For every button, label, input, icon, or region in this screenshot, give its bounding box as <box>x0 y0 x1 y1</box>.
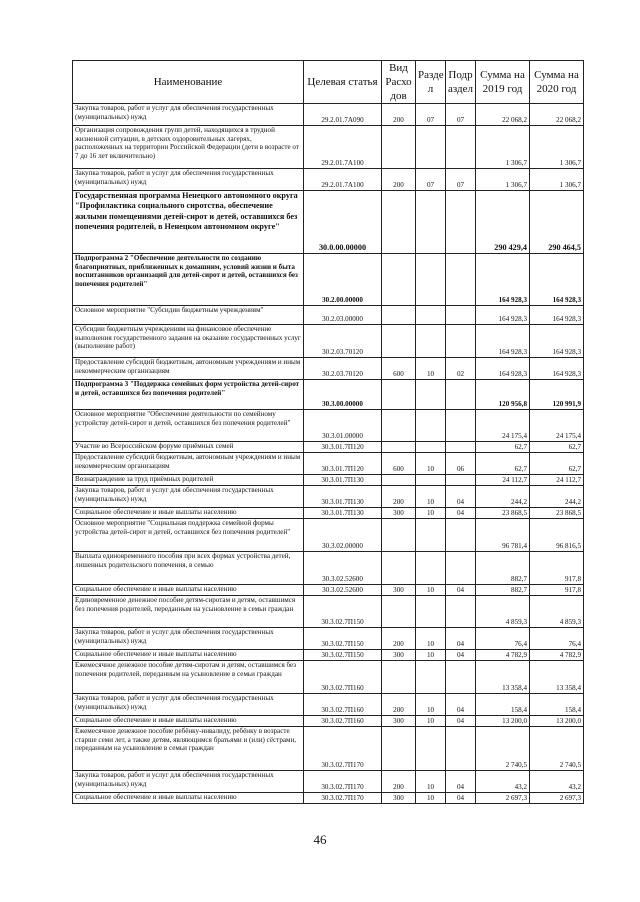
cell-name: Социальное обеспечение и иные выплаты населению <box>73 650 304 661</box>
table-row <box>73 104 584 126</box>
header-sum-2020: Сумма на 2020 год <box>530 61 584 104</box>
cell-sum-2020: 24 112,7 <box>530 475 584 486</box>
cell-razdel: 10 <box>416 585 446 596</box>
cell-sum-2019: 13 200,0 <box>476 716 530 727</box>
cell-vid <box>382 191 416 254</box>
cell-name: Закупка товаров, работ и услуг для обеспечения государственных (муниципальных) нужд <box>73 694 304 716</box>
cell-razdel: 10 <box>416 453 446 475</box>
cell-name: Ежемесячное денежное пособие ребёнку-инвалиду, ребёнку в возрасте старше семи лет, а также детям, являющимся братьями и (или) сёстрами, переданным на усыновление в семьи граждан <box>73 727 304 771</box>
header-vid: Вид Расхо дов <box>382 61 416 104</box>
cell-code: 29.2.01.7А100 <box>304 126 382 169</box>
cell-sum-2020: 917,8 <box>530 552 584 585</box>
cell-code: 30.2.03.70120 <box>304 358 382 380</box>
cell-sum-2019: 2 740,5 <box>476 727 530 771</box>
cell-name: Социальное обеспечение и иные выплаты населению <box>73 793 304 804</box>
header-name: Наименование <box>73 61 304 104</box>
cell-code: 30.3.02.00000 <box>304 519 382 552</box>
cell-code: 30.3.01.7П120 <box>304 442 382 453</box>
cell-sum-2020: 24 175,4 <box>530 410 584 442</box>
cell-podrazdel <box>446 661 476 694</box>
table-row <box>73 585 584 596</box>
cell-sum-2019: 164 928,3 <box>476 358 530 380</box>
cell-name: Участие во Всероссийском форуме приёмных семей <box>73 442 304 453</box>
table-row <box>73 325 584 358</box>
cell-code: 30.3.00.00000 <box>304 380 382 410</box>
cell-vid <box>382 410 416 442</box>
cell-name: Социальное обеспечение и иные выплаты населению <box>73 585 304 596</box>
table-row <box>73 254 584 306</box>
cell-code: 30.3.02.7П160 <box>304 694 382 716</box>
cell-sum-2019: 164 928,3 <box>476 306 530 325</box>
cell-code: 30.3.02.7П150 <box>304 650 382 661</box>
cell-razdel <box>416 552 446 585</box>
cell-code: 30.3.02.7П170 <box>304 793 382 804</box>
cell-razdel <box>416 596 446 628</box>
cell-code: 30.3.02.52600 <box>304 552 382 585</box>
cell-razdel <box>416 325 446 358</box>
cell-vid <box>382 475 416 486</box>
cell-podrazdel <box>446 475 476 486</box>
table-row <box>73 771 584 793</box>
cell-vid: 300 <box>382 650 416 661</box>
cell-sum-2020: 1 306,7 <box>530 169 584 191</box>
cell-sum-2019: 62,7 <box>476 442 530 453</box>
cell-razdel: 10 <box>416 716 446 727</box>
cell-code: 29.2.01.7А090 <box>304 104 382 126</box>
cell-sum-2019: 23 868,5 <box>476 508 530 519</box>
cell-sum-2019: 164 928,3 <box>476 325 530 358</box>
cell-sum-2020: 164 928,3 <box>530 358 584 380</box>
cell-code: 30.2.00.00000 <box>304 254 382 306</box>
table-header <box>73 61 584 104</box>
cell-podrazdel <box>446 126 476 169</box>
cell-sum-2020: 62,7 <box>530 442 584 453</box>
cell-sum-2019: 882,7 <box>476 585 530 596</box>
cell-vid: 300 <box>382 508 416 519</box>
cell-razdel <box>416 475 446 486</box>
cell-sum-2019: 4 782,9 <box>476 650 530 661</box>
cell-sum-2019: 43,2 <box>476 771 530 793</box>
cell-name: Основное мероприятие "Социальная поддержка семейной формы устройства детей-сирот и детей, оставшихся без попечения родителей" <box>73 519 304 552</box>
cell-sum-2019: 13 358,4 <box>476 661 530 694</box>
table-row <box>73 628 584 650</box>
cell-podrazdel <box>446 442 476 453</box>
cell-vid: 200 <box>382 628 416 650</box>
cell-sum-2020: 158,4 <box>530 694 584 716</box>
cell-podrazdel: 04 <box>446 650 476 661</box>
cell-name: Ежемесячное денежное пособие детям-сиротам и детям, оставшимся без попечения родителей, переданным на усыновление в семьи граждан <box>73 661 304 694</box>
cell-code: 30.3.01.7П130 <box>304 508 382 519</box>
cell-vid <box>382 325 416 358</box>
cell-sum-2020: 23 868,5 <box>530 508 584 519</box>
table-body <box>73 104 584 804</box>
cell-podrazdel: 02 <box>446 358 476 380</box>
cell-razdel: 10 <box>416 771 446 793</box>
cell-podrazdel: 04 <box>446 793 476 804</box>
cell-podrazdel <box>446 306 476 325</box>
cell-code: 30.3.01.7П130 <box>304 475 382 486</box>
cell-sum-2019: 120 956,8 <box>476 380 530 410</box>
cell-podrazdel <box>446 254 476 306</box>
cell-sum-2019: 164 928,3 <box>476 254 530 306</box>
cell-vid <box>382 519 416 552</box>
cell-sum-2020: 43,2 <box>530 771 584 793</box>
cell-sum-2019: 882,7 <box>476 552 530 585</box>
cell-code: 30.3.01.00000 <box>304 410 382 442</box>
table-row <box>73 169 584 191</box>
budget-table <box>72 60 584 804</box>
table-row <box>73 380 584 410</box>
cell-sum-2020: 4 782,9 <box>530 650 584 661</box>
cell-sum-2020: 917,8 <box>530 585 584 596</box>
cell-podrazdel: 04 <box>446 694 476 716</box>
cell-code: 30.3.02.7П150 <box>304 596 382 628</box>
cell-vid <box>382 727 416 771</box>
cell-name: Организация сопровождения групп детей, находящихся в трудной жизненной ситуации, в детских оздоровительных лагерях, расположенных на территории Российской Федерации (дети в возрасте от 7 до 16 лет включительно) <box>73 126 304 169</box>
cell-razdel: 07 <box>416 169 446 191</box>
cell-razdel <box>416 661 446 694</box>
page-number: 46 <box>313 832 327 847</box>
cell-sum-2020: 120 991,9 <box>530 380 584 410</box>
cell-sum-2019: 290 429,4 <box>476 191 530 254</box>
cell-podrazdel <box>446 519 476 552</box>
cell-code: 30.3.02.7П150 <box>304 628 382 650</box>
cell-sum-2020: 1 306,7 <box>530 126 584 169</box>
cell-podrazdel: 04 <box>446 628 476 650</box>
cell-sum-2020: 244,2 <box>530 486 584 508</box>
cell-sum-2020: 4 859,3 <box>530 596 584 628</box>
cell-vid: 200 <box>382 486 416 508</box>
table-row <box>73 727 584 771</box>
cell-name: Закупка товаров, работ и услуг для обеспечения государственных (муниципальных) нужд <box>73 771 304 793</box>
table-row <box>73 453 584 475</box>
cell-name: Субсидии бюджетным учреждениям на финансовое обеспечение выполнения государственного задания на оказание государственных услуг (выполнение работ) <box>73 325 304 358</box>
cell-name: Государственная программа Ненецкого автономного округа "Профилактика социального сиротства, обеспечение жилыми помещениями детей-сирот и детей, оставшихся без попечения родителей, в Ненецком автономном округе" <box>73 191 304 254</box>
table-row <box>73 442 584 453</box>
cell-razdel: 10 <box>416 486 446 508</box>
cell-razdel: 10 <box>416 628 446 650</box>
header-code: Целевая статья <box>304 61 382 104</box>
cell-podrazdel <box>446 325 476 358</box>
header-row <box>73 61 584 104</box>
cell-name: Предоставление субсидий бюджетным, автономным учреждениям и иным некоммерческим организациям <box>73 358 304 380</box>
cell-podrazdel <box>446 552 476 585</box>
table-row <box>73 552 584 585</box>
table-row <box>73 358 584 380</box>
cell-razdel <box>416 410 446 442</box>
cell-code: 30.2.03.70120 <box>304 325 382 358</box>
cell-sum-2020: 22 068,2 <box>530 104 584 126</box>
cell-razdel: 10 <box>416 793 446 804</box>
cell-vid <box>382 254 416 306</box>
cell-razdel: 10 <box>416 508 446 519</box>
cell-name: Выплата единовременного пособия при всех формах устройства детей, лишенных родительского попечения, в семью <box>73 552 304 585</box>
cell-vid: 300 <box>382 793 416 804</box>
cell-razdel <box>416 519 446 552</box>
cell-code: 30.3.01.7П120 <box>304 453 382 475</box>
cell-name: Закупка товаров, работ и услуг для обеспечения государственных (муниципальных) нужд <box>73 169 304 191</box>
cell-sum-2019: 76,4 <box>476 628 530 650</box>
cell-code: 30.3.02.7П170 <box>304 727 382 771</box>
cell-vid: 200 <box>382 104 416 126</box>
table-row <box>73 486 584 508</box>
cell-sum-2019: 4 859,3 <box>476 596 530 628</box>
cell-podrazdel: 06 <box>446 453 476 475</box>
cell-sum-2020: 2 740,5 <box>530 727 584 771</box>
cell-razdel <box>416 380 446 410</box>
cell-vid <box>382 661 416 694</box>
cell-sum-2019: 2 697,3 <box>476 793 530 804</box>
cell-sum-2019: 24 112,7 <box>476 475 530 486</box>
cell-podrazdel: 04 <box>446 771 476 793</box>
cell-name: Основное мероприятие "Обеспечение деятельности по семейному устройству детей-сирот и детей, оставшихся без попечения родителей" <box>73 410 304 442</box>
cell-podrazdel <box>446 191 476 254</box>
cell-podrazdel: 07 <box>446 104 476 126</box>
cell-razdel <box>416 126 446 169</box>
table-row <box>73 716 584 727</box>
table-row <box>73 126 584 169</box>
cell-name: Закупка товаров, работ и услуг для обеспечения государственных (муниципальных) нужд <box>73 628 304 650</box>
cell-razdel: 10 <box>416 358 446 380</box>
cell-code: 30.0.00.00000 <box>304 191 382 254</box>
cell-name: Единовременное денежное пособие детям-сиротам и детям, оставшимся без попечения родителей, переданным на усыновление в семьи граждан <box>73 596 304 628</box>
cell-name: Подпрограмма 3 "Поддержка семейных форм устройства детей-сирот и детей, оставшихся без попечения родителей" <box>73 380 304 410</box>
table-row <box>73 650 584 661</box>
cell-code: 30.3.02.7П160 <box>304 716 382 727</box>
cell-code: 30.3.01.7П130 <box>304 486 382 508</box>
cell-code: 29.2.01.7А100 <box>304 169 382 191</box>
cell-sum-2019: 158,4 <box>476 694 530 716</box>
cell-vid <box>382 442 416 453</box>
cell-vid <box>382 380 416 410</box>
cell-name: Предоставление субсидий бюджетным, автономным учреждениям и иным некоммерческим организациям <box>73 453 304 475</box>
cell-vid <box>382 306 416 325</box>
table-row <box>73 475 584 486</box>
cell-code: 30.3.02.7П170 <box>304 771 382 793</box>
cell-vid: 200 <box>382 694 416 716</box>
cell-vid: 300 <box>382 716 416 727</box>
cell-razdel <box>416 727 446 771</box>
cell-name: Социальное обеспечение и иные выплаты населению <box>73 508 304 519</box>
cell-sum-2019: 244,2 <box>476 486 530 508</box>
table-row <box>73 508 584 519</box>
cell-code: 30.3.02.7П160 <box>304 661 382 694</box>
table-row <box>73 793 584 804</box>
cell-razdel <box>416 442 446 453</box>
cell-podrazdel <box>446 727 476 771</box>
cell-vid: 200 <box>382 771 416 793</box>
cell-vid: 600 <box>382 358 416 380</box>
cell-sum-2019: 1 306,7 <box>476 126 530 169</box>
cell-vid <box>382 552 416 585</box>
cell-podrazdel: 04 <box>446 508 476 519</box>
cell-sum-2019: 1 306,7 <box>476 169 530 191</box>
table-row <box>73 519 584 552</box>
table-row <box>73 191 584 254</box>
cell-vid: 300 <box>382 585 416 596</box>
cell-podrazdel: 04 <box>446 716 476 727</box>
cell-sum-2020: 164 928,3 <box>530 306 584 325</box>
cell-podrazdel <box>446 380 476 410</box>
header-sum-2019: Сумма на 2019 год <box>476 61 530 104</box>
cell-sum-2020: 164 928,3 <box>530 325 584 358</box>
cell-razdel <box>416 191 446 254</box>
cell-razdel <box>416 254 446 306</box>
cell-podrazdel: 04 <box>446 585 476 596</box>
cell-sum-2020: 13 200,0 <box>530 716 584 727</box>
cell-name: Закупка товаров, работ и услуг для обеспечения государственных (муниципальных) нужд <box>73 486 304 508</box>
table-row <box>73 596 584 628</box>
cell-sum-2019: 24 175,4 <box>476 410 530 442</box>
cell-sum-2019: 96 781,4 <box>476 519 530 552</box>
cell-sum-2020: 13 358,4 <box>530 661 584 694</box>
cell-name: Закупка товаров, работ и услуг для обеспечения государственных (муниципальных) нужд <box>73 104 304 126</box>
cell-sum-2020: 96 816,5 <box>530 519 584 552</box>
cell-razdel <box>416 306 446 325</box>
cell-sum-2020: 164 928,3 <box>530 254 584 306</box>
cell-sum-2020: 76,4 <box>530 628 584 650</box>
cell-sum-2020: 2 697,3 <box>530 793 584 804</box>
cell-name: Вознаграждение за труд приёмных родителей <box>73 475 304 486</box>
table-row <box>73 661 584 694</box>
cell-podrazdel <box>446 410 476 442</box>
cell-sum-2019: 22 068,2 <box>476 104 530 126</box>
cell-podrazdel: 07 <box>446 169 476 191</box>
cell-podrazdel: 04 <box>446 486 476 508</box>
cell-razdel: 10 <box>416 694 446 716</box>
cell-vid: 600 <box>382 453 416 475</box>
cell-name: Основное мероприятие "Субсидии бюджетным учреждениям" <box>73 306 304 325</box>
cell-name: Подпрограмма 2 "Обеспечение деятельности по созданию благоприятных, приближенных к домашним, условий жизни и быта воспитанников организаций для детей-сирот и детей, оставшихся без попечения родителей" <box>73 254 304 306</box>
cell-sum-2020: 62,7 <box>530 453 584 475</box>
cell-vid: 200 <box>382 169 416 191</box>
cell-code: 30.3.02.52600 <box>304 585 382 596</box>
cell-sum-2020: 290 464,5 <box>530 191 584 254</box>
cell-sum-2019: 62,7 <box>476 453 530 475</box>
table-row <box>73 694 584 716</box>
cell-vid <box>382 596 416 628</box>
header-podrazdel: Подр аздел <box>446 61 476 104</box>
cell-name: Социальное обеспечение и иные выплаты населению <box>73 716 304 727</box>
cell-vid <box>382 126 416 169</box>
table-row <box>73 410 584 442</box>
cell-podrazdel <box>446 596 476 628</box>
cell-code: 30.2.03.00000 <box>304 306 382 325</box>
cell-razdel: 10 <box>416 650 446 661</box>
header-razdel: Разде л <box>416 61 446 104</box>
cell-razdel: 07 <box>416 104 446 126</box>
table-row <box>73 306 584 325</box>
